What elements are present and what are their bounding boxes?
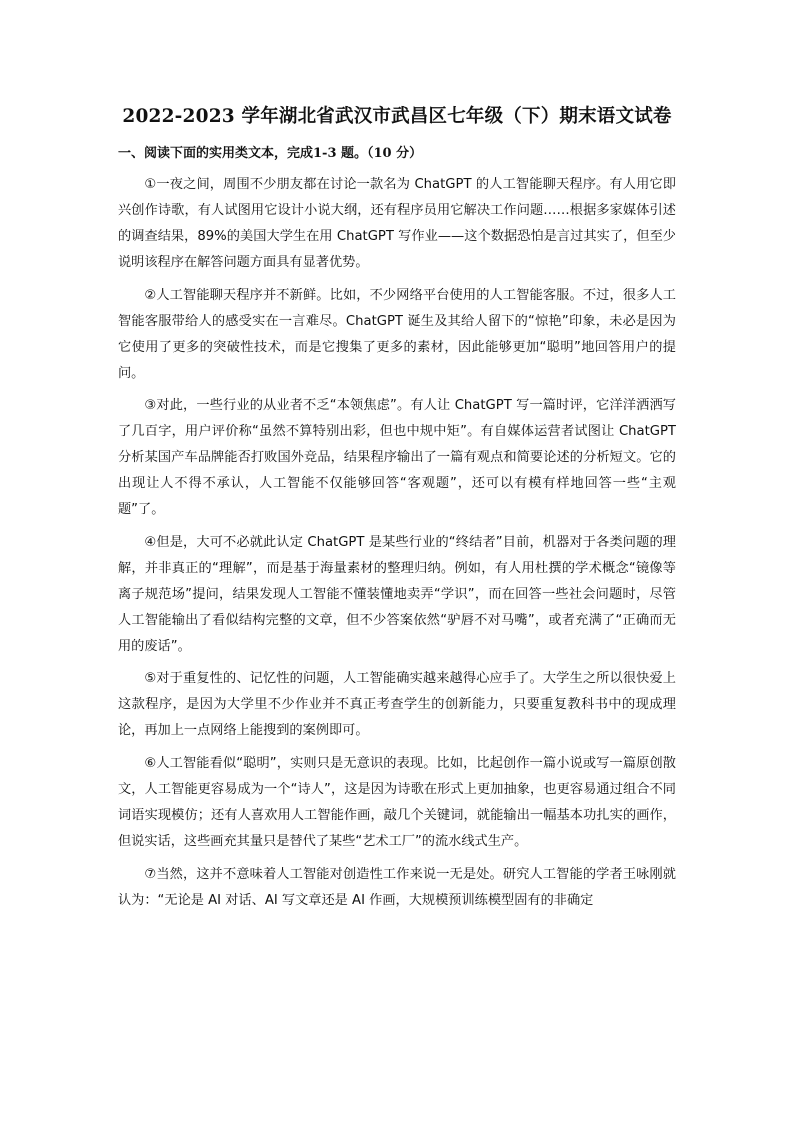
paragraph-1: ①一夜之间，周围不少朋友都在讨论一款名为 ChatGPT 的人工智能聊天程序。有人用它即兴创作诗歌，有人试图用它设计小说大纲，还有程序员用它解决工作问题……根据多家媒体引述的调查结果，89%的美国大学生在用 ChatGPT 写作业——这个数据恐怕是言过其实了，但至少说明该程序在解答问题方面具有显著优势。 (118, 177, 676, 270)
paragraph-7: ⑦当然，这并不意味着人工智能对创造性工作来说一无是处。研究人工智能的学者王咏刚就认为：“无论是 AI 对话、AI 写文章还是 AI 作画，大规模预训练模型固有的非确定 (118, 866, 676, 908)
paragraph-4: ④但是，大可不必就此认定 ChatGPT 是某些行业的“终结者”目前，机器对于各类问题的理解，并非真正的“理解”，而是基于海量素材的整理归纳。例如，有人用杜撰的学术概念“镜像等离子规范场”提问，结果发现人工智能不懂装懂地卖弄“学识”，而在回答一些社会问题时，尽管人工智能输出了看似结构完整的文章，但不少答案依然“驴唇不对马嘴”，或者充满了“正确而无用的废话”。 (118, 534, 676, 654)
paragraph-3: ③对此，一些行业的从业者不乏“本领焦虑”。有人让 ChatGPT 写一篇时评，它洋洋洒洒写了几百字，用户评价称“虽然不算特别出彩，但也中规中矩”。有自媒体运营者试图让 ChatGPT 分析某国产车品牌能否打败国外竞品，结果程序输出了一篇有观点和简要论述的分析短文。它的出现让人不得不承认，人工智能不仅能够回答“客观题”，还可以有模有样地回答一些“主观题”了。 (118, 398, 676, 518)
section-heading: 一、阅读下面的实用类文本，完成1-3 题。（10 分） (118, 146, 423, 161)
paragraph-2: ②人工智能聊天程序并不新鲜。比如，不少网络平台使用的人工智能客服。不过，很多人工智能客服带给人的感受实在一言难尽。ChatGPT 诞生及其给人留下的“惊艳”印象，未必是因为它使用了更多的突破性技术，而是它搜集了更多的素材，因此能够更加“聪明”地回答用户的提问。 (118, 287, 676, 381)
paragraph-6: ⑥人工智能看似“聪明”，实则只是无意识的表现。比如，比起创作一篇小说或写一篇原创散文，人工智能更容易成为一个“诗人”，这是因为诗歌在形式上更加抽象，也更容易通过组合不同词语实现模仿；还有人喜欢用人工智能作画，敲几个关键词，就能输出一幅基本功扎实的画作，但说实话，这些画充其量只是替代了某些“艺术工厂”的流水线式生产。 (118, 755, 676, 849)
reading-passage (118, 172, 676, 920)
document-title: 2022-2023 学年湖北省武汉市武昌区七年级（下）期末语文试卷 (122, 106, 672, 127)
paragraph-5: ⑤对于重复性的、记忆性的问题，人工智能确实越来越得心应手了。大学生之所以很快爱上这款程序，是因为大学里不少作业并不真正考查学生的创新能力，只要重复教科书中的现成理论，再加上一点网络上能搜到的案例即可。 (118, 671, 676, 739)
